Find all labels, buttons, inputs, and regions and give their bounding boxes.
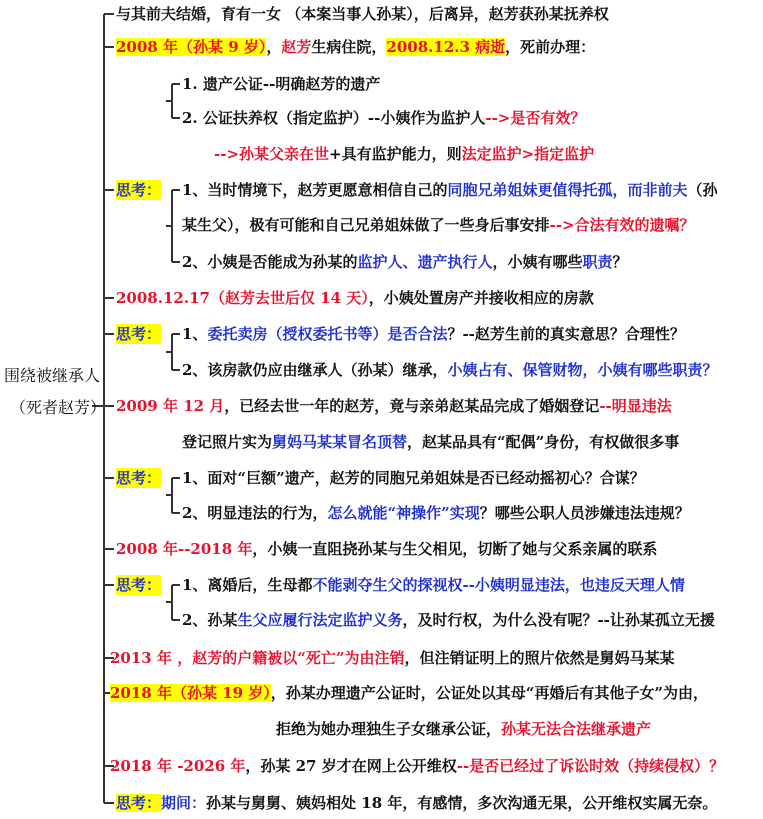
think1-point1-line2: 某生父），极有可能和自己兄弟姐妹做了一些身后事安排-->合法有效的遗嘱？	[182, 216, 695, 234]
think2-point1: 1、委托卖房（授权委托书等）是否合法？--赵芳生前的真实意思？合理性？	[182, 325, 685, 343]
think2-point2: 2、该房款仍应由继承人（孙某）继承，小姨占有、保管财物，小姨有哪些职责？	[182, 361, 718, 379]
think1-point2: 2、小姨是否能成为孙某的监护人、遗产执行人，小姨有哪些职责？	[182, 253, 628, 271]
branch-2018-2026-rights: 2018 年 -2026 年，孙某 27 岁才在网上公开维权--是否已经过了诉讼时效（持续侵权）？	[110, 757, 725, 775]
highlight-death-date: 2008.12.3 病逝	[386, 38, 506, 56]
branch-2008-2018-obstruct: 2008 年--2018 年，小姨一直阻挠孙某与生父相见，切断了她与父系亲属的联系	[116, 540, 658, 558]
think-label-3: 思考：	[116, 469, 162, 487]
think4-point2: 2、孙某生父应履行法定监护义务，及时行权，为什么没有呢？--让孙某孤立无援	[182, 611, 715, 629]
branch-2018-refusal: 拒绝为她办理独生子女继承公证，孙某无法合法继承遗产	[276, 720, 652, 738]
highlight-2018-age19: 2018 年（孙某 19 岁）	[110, 684, 271, 702]
sub-guardianship-notary: 2. 公证扶养权（指定监护）--小姨作为监护人-->是否有效？	[182, 109, 586, 127]
branch-house-sale: 2008.12.17（赵芳去世后仅 14 天），小姨处置房产并接收相应的房款	[116, 289, 594, 307]
think4-point1: 1、离婚后，生母都不能剥夺生父的探视权--小姨明显违法，也违反天理人情	[182, 576, 685, 594]
root-node-line2: （死者赵芳）	[10, 398, 107, 417]
branch-2018-notary: 2018 年（孙某 19 岁），孙某办理遗产公证时，公证处以其母“再婚后有其他子女”为由，	[110, 684, 709, 702]
think3-point2: 2、明显违法的行为，怎么就能“神操作”实现？哪些公职人员涉嫌违法违规？	[182, 504, 690, 522]
think-label-5: 思考：	[116, 794, 162, 812]
sub-father-alive-note: -->孙某父亲在世+具有监护能力，则法定监护>指定监护	[214, 145, 595, 163]
think3-point1: 1、面对“巨额”遗产，赵芳的同胞兄弟姐妹是否已经动摇初心？合谋？	[182, 469, 645, 487]
think1-point1-line1: 1、当时情境下，赵芳更愿意相信自己的同胞兄弟姐妹更值得托孤，而非前夫（孙	[182, 181, 718, 199]
sub-estate-notary: 1. 遗产公证--明确赵芳的遗产	[182, 75, 381, 93]
name-zhaofang: 赵芳	[281, 38, 312, 56]
think5-row: 思考：期间：孙某与舅舅、姨妈相处 18 年，有感情，多次沟通无果，公开维权实属无奈。	[116, 794, 718, 812]
branch-2009-marriage-reg: 2009 年 12 月，已经去世一年的赵芳，竟与亲弟赵某品完成了婚姻登记--明显违法	[116, 397, 672, 415]
think-label-2: 思考：	[116, 325, 162, 343]
highlight-2008-age9: 2008 年（孙某 9 岁）	[116, 38, 267, 56]
root-node-line1: 围绕被继承人	[4, 366, 101, 385]
branch-2008-illness: 2008 年（孙某 9 岁），赵芳生病住院，2008.12.3 病逝，死前办理：	[116, 38, 596, 56]
branch-2009-photo-note: 登记照片实为舅妈马某某冒名顶替，赵某品具有“配偶”身份，有权做很多事	[182, 433, 680, 451]
think-label-1: 思考：	[116, 181, 162, 199]
branch-marriage: 与其前夫结婚，育有一女 （本案当事人孙某），后离异，赵芳获孙某抚养权	[116, 5, 609, 23]
think-label-4: 思考：	[116, 576, 162, 594]
branch-2013-cancel: 2013 年 ，赵芳的户籍被以“死亡”为由注销，但注销证明上的照片依然是舅妈马某某	[110, 649, 675, 667]
